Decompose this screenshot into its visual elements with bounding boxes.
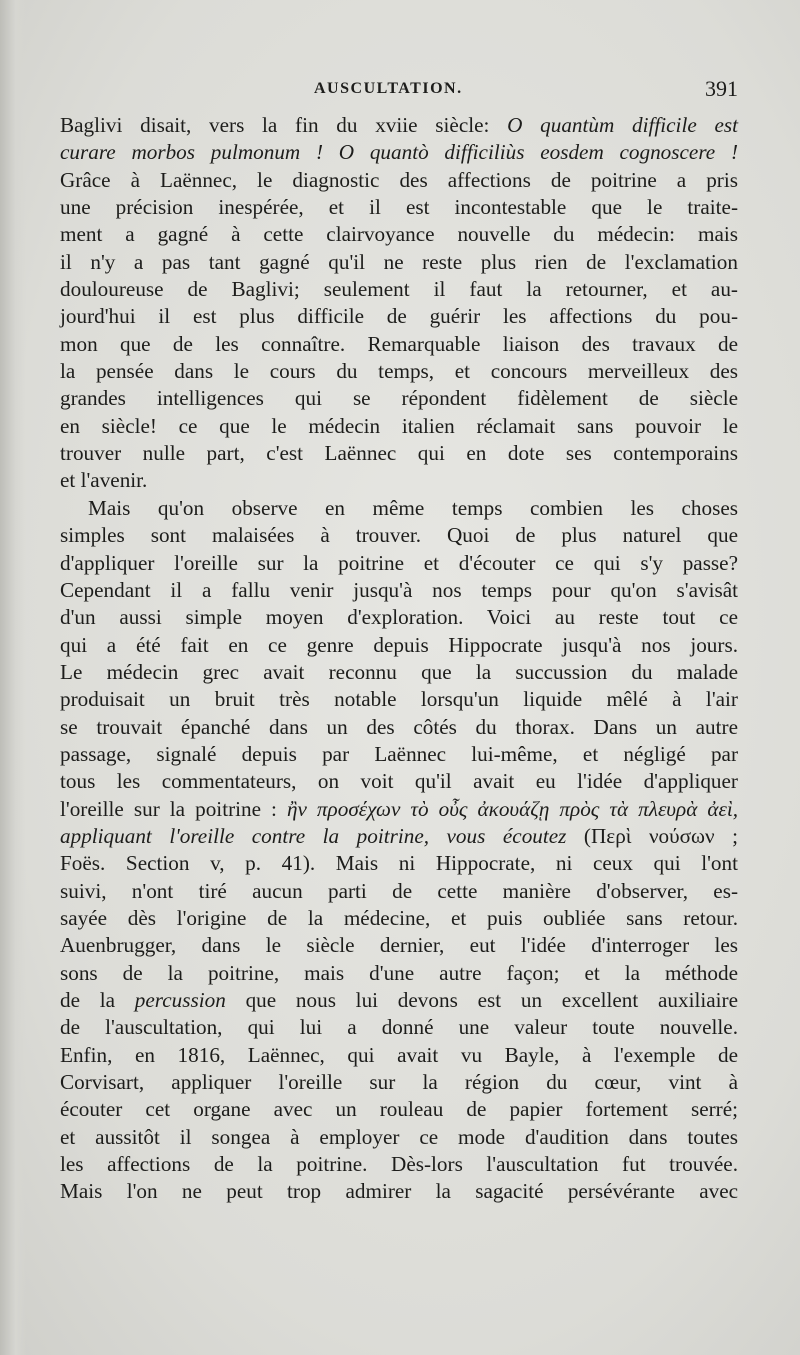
text-segment: sayée dès l'origine de la médecine, et puis oubliée sans retour. <box>60 905 738 930</box>
text-segment: (Περὶ νούσων ; <box>566 823 738 848</box>
text-segment: Foës. Section v, p. 41). Mais ni Hippocrate, ni ceux qui l'ont <box>60 851 738 876</box>
page-number: 391 <box>705 76 738 101</box>
text-line <box>60 1014 738 1041</box>
text-line <box>60 467 738 494</box>
text-line <box>60 932 738 959</box>
text-segment: produisait un bruit très notable lorsqu'un liquide mêlé à l'air <box>60 687 738 712</box>
text-segment: d'un aussi simple moyen d'exploration. Voici au reste tout ce <box>60 605 738 630</box>
text-segment: en siècle! ce que le médecin italien réclamait sans pouvoir le <box>60 413 738 438</box>
text-segment: ment a gagné à cette clairvoyance nouvelle du médecin: mais <box>60 222 738 247</box>
text-line <box>60 686 738 713</box>
text-line <box>60 905 738 932</box>
text-line <box>60 1042 738 1069</box>
text-segment: que nous lui devons est un excellent auxiliaire <box>225 988 739 1012</box>
text-line <box>60 358 738 385</box>
text-line <box>60 577 738 604</box>
text-line <box>60 413 738 440</box>
text-segment: et l'avenir. <box>60 468 148 493</box>
italic-text: ἢν προσέχων τὸ οὖς ἀκουάζῃ πρὸς τὰ πλευρὰ ἀεὶ, <box>286 796 739 821</box>
text-segment: qui a été fait en ce genre depuis Hippocrate jusqu'à nos jours. <box>60 632 738 657</box>
text-segment: mon que de les connaître. Remarquable liaison des travaux de <box>60 331 738 356</box>
text-line <box>60 112 738 139</box>
text-segment: une précision inespérée, et il est incontestable que le traite- <box>60 195 738 220</box>
text-line <box>60 1069 738 1096</box>
text-segment: l'oreille sur la poitrine : <box>60 796 287 821</box>
text-segment: suivi, n'ont tiré aucun parti de cette manière d'observer, es- <box>60 878 738 903</box>
text-segment: et aussitôt il songea à employer ce mode d'audition dans toutes <box>60 1124 738 1149</box>
text-line <box>60 522 738 549</box>
text-segment: jourd'hui il est plus difficile de guérir les affections du pou- <box>60 304 738 329</box>
text-segment: Mais l'on ne peut trop admirer la sagacité persévérante avec <box>60 1179 738 1204</box>
text-line <box>60 768 738 795</box>
text-segment: d'appliquer l'oreille sur la poitrine et d'écouter ce qui s'y passe? <box>60 550 738 575</box>
text-line <box>60 823 738 850</box>
text-segment: Mais qu'on observe en même temps combien les choses <box>88 495 738 520</box>
text-line <box>60 303 738 330</box>
italic-text: appliquant l'oreille contre la poitrine, vous écoutez <box>60 823 567 848</box>
page-gutter-shadow <box>0 0 26 1355</box>
text-line <box>60 960 738 987</box>
text-segment: de l'auscultation, qui lui a donné une valeur toute nouvelle. <box>60 1015 738 1040</box>
text-line <box>60 604 738 631</box>
text-segment: Enfin, en 1816, Laënnec, qui avait vu Bayle, à l'exemple de <box>60 1042 738 1067</box>
text-line <box>60 878 738 905</box>
text-line <box>60 741 738 768</box>
text-line <box>60 331 738 358</box>
text-segment: Auenbrugger, dans le siècle dernier, eut l'idée d'interroger les <box>60 933 738 958</box>
running-title: AUSCULTATION. <box>314 80 463 97</box>
text-segment: Le médecin grec avait reconnu que la succussion du malade <box>60 659 738 684</box>
text-line <box>60 167 738 194</box>
body-text <box>60 112 738 1206</box>
text-line <box>60 139 738 166</box>
text-segment: de la <box>60 988 135 1012</box>
text-line <box>60 714 738 741</box>
text-segment: passage, signalé depuis par Laënnec lui-même, et négligé par <box>60 741 738 766</box>
text-segment: Corvisart, appliquer l'oreille sur la région du cœur, vint à <box>60 1070 738 1095</box>
text-line <box>60 550 738 577</box>
text-segment: Cependant il a fallu venir jusqu'à nos temps pour qu'on s'avisât <box>60 577 738 602</box>
text-segment: les affections de la poitrine. Dès-lors l'auscultation fut trouvée. <box>60 1152 738 1177</box>
text-line <box>60 495 738 522</box>
text-segment: Baglivi disait, vers la fin du xviie siècle: <box>60 113 508 137</box>
text-segment: simples sont malaisées à trouver. Quoi de plus naturel que <box>60 523 738 548</box>
text-segment: trouver nulle part, c'est Laënnec qui en dote ses contemporains <box>60 441 738 466</box>
italic-text: percussion <box>134 988 226 1012</box>
text-line <box>60 659 738 686</box>
italic-text: curare morbos pulmonum ! O quantò difficiliùs eosdem cognoscere ! <box>60 140 738 165</box>
text-segment: la pensée dans le cours du temps, et concours merveilleux des <box>60 359 738 384</box>
text-line <box>60 987 738 1014</box>
text-line <box>60 440 738 467</box>
text-segment: tous les commentateurs, on voit qu'il avait eu l'idée d'appliquer <box>60 769 738 794</box>
text-line <box>60 221 738 248</box>
page-header <box>60 76 738 106</box>
text-segment: écouter cet organe avec un rouleau de papier fortement serré; <box>60 1097 738 1122</box>
italic-text: O quantùm difficile est <box>507 113 738 137</box>
text-line <box>60 276 738 303</box>
text-segment: se trouvait épanché dans un des côtés du thorax. Dans un autre <box>60 714 738 739</box>
text-line <box>60 385 738 412</box>
text-line <box>60 632 738 659</box>
text-line <box>60 1096 738 1123</box>
text-line <box>60 796 738 823</box>
text-segment: douloureuse de Baglivi; seulement il faut la retourner, et au- <box>60 277 738 302</box>
text-line <box>60 1178 738 1205</box>
text-line <box>60 850 738 877</box>
text-line <box>60 249 738 276</box>
text-line <box>60 1151 738 1178</box>
text-segment: sons de la poitrine, mais d'une autre façon; et la méthode <box>60 960 738 985</box>
text-segment: Grâce à Laënnec, le diagnostic des affections de poitrine a pris <box>60 167 738 192</box>
text-segment: il n'y a pas tant gagné qu'il ne reste plus rien de l'exclamation <box>60 249 738 274</box>
text-segment: grandes intelligences qui se répondent fidèlement de siècle <box>60 386 738 411</box>
text-line <box>60 1124 738 1151</box>
text-line <box>60 194 738 221</box>
